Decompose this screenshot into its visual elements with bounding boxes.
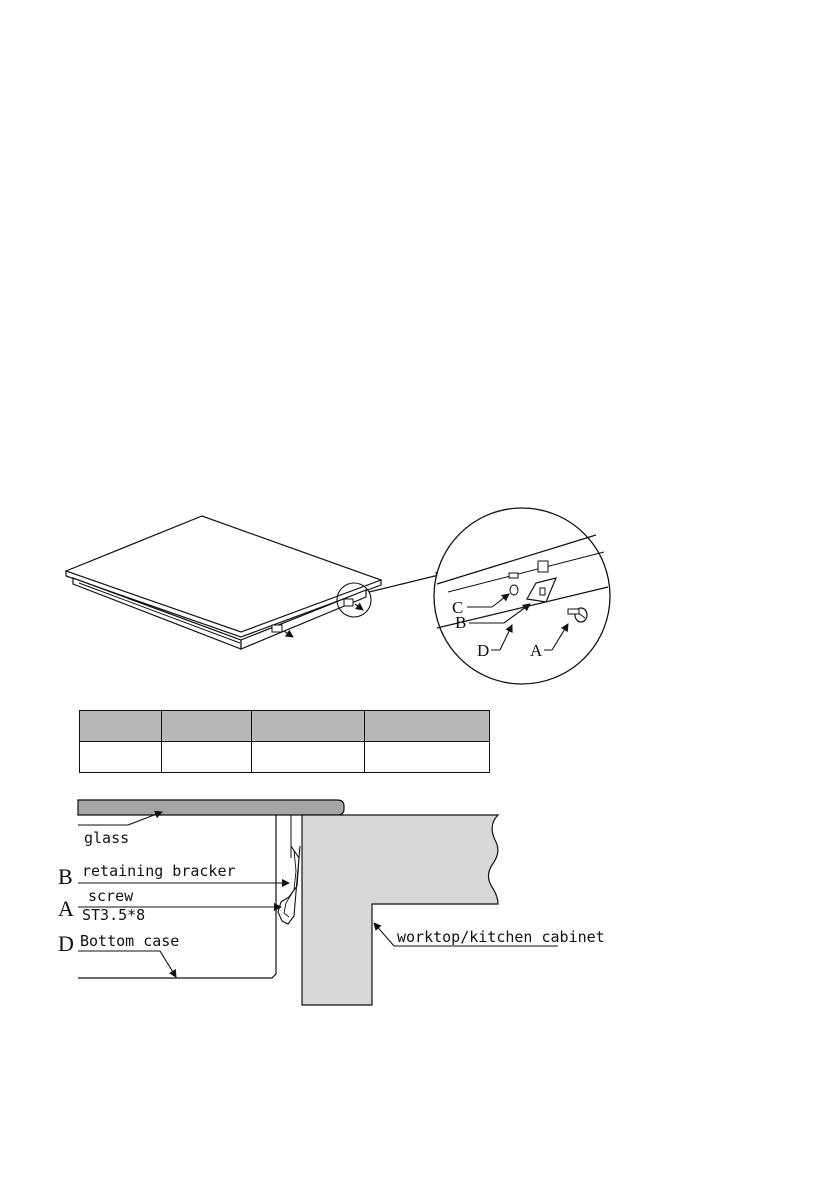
table-header-cell: [365, 711, 490, 742]
table-header-row: [80, 711, 490, 742]
glass-label: glass: [84, 829, 130, 847]
worktop-label: worktop/kitchen cabinet: [397, 928, 605, 946]
table-row: [80, 742, 490, 773]
left-screw-arrow: [284, 631, 293, 637]
retaining-bracker-label: retaining bracker: [82, 862, 236, 880]
table-cell: [252, 742, 365, 773]
table-cell: [162, 742, 252, 773]
detail-bracket-hole: [540, 588, 545, 595]
magnified-circle: [434, 508, 610, 684]
callout-label-c: C: [452, 598, 464, 617]
left-bracket-mark: [272, 625, 282, 632]
section-callout-b: B: [58, 864, 73, 889]
section-callout-a: A: [58, 896, 74, 921]
table-cell: [365, 742, 490, 773]
specification-table: [79, 710, 490, 773]
callout-label-a: A: [530, 641, 543, 660]
right-bracket-mark: [344, 599, 353, 606]
table-header-cell: [162, 711, 252, 742]
right-screw-arrow: [355, 604, 363, 610]
bottom-case-arrow: [160, 951, 176, 977]
magnified-detail: [434, 508, 610, 684]
callout-label-d: D: [477, 641, 490, 660]
screw-spec-label: ST3.5*8: [82, 906, 146, 924]
installation-section-drawing: [58, 800, 605, 1005]
cooktop-perspective-drawing: [66, 516, 443, 649]
glass-panel-section: [78, 800, 344, 815]
table-header-cell: [252, 711, 365, 742]
callout-label-b: B: [455, 613, 467, 632]
table-cell: [80, 742, 162, 773]
detail-leader-line: [369, 574, 443, 592]
glass-top-surface: [66, 516, 381, 632]
worktop-cabinet-section: [302, 815, 498, 1005]
retaining-bracket-spring: [278, 846, 300, 924]
worktop-arrow: [374, 923, 394, 946]
detail-upper-clip: [538, 561, 548, 572]
screw-label: screw: [88, 887, 134, 905]
section-callout-d: D: [58, 931, 74, 956]
detail-hole-c: [510, 585, 518, 595]
detail-slot: [509, 573, 518, 578]
bottom-case-label: Bottom case: [80, 932, 180, 950]
table-header-cell: [80, 711, 162, 742]
